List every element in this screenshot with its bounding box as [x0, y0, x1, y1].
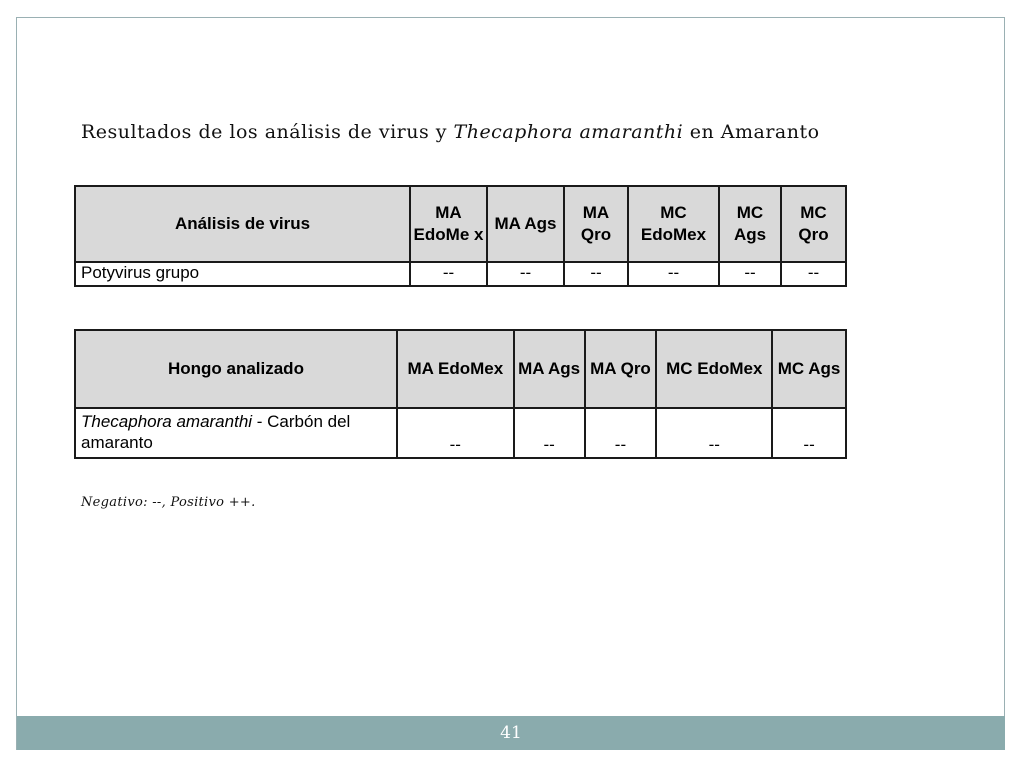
- table-cell: --: [628, 262, 719, 286]
- table-cell: --: [656, 408, 772, 458]
- fungus-analysis-table: [74, 329, 847, 459]
- table-cell: --: [397, 408, 514, 458]
- title-prefix: Resultados de los análisis de virus y: [81, 121, 454, 143]
- header-cell: MC EdoMex: [656, 330, 772, 408]
- header-cell: Hongo analizado: [75, 330, 397, 408]
- table-header-row: [75, 186, 846, 262]
- table-header-row: [75, 330, 846, 408]
- table-cell: --: [719, 262, 781, 286]
- slide-title: [81, 121, 981, 143]
- header-cell: MA Ags: [487, 186, 564, 262]
- title-suffix: en Amaranto: [683, 121, 820, 143]
- header-cell: MC Ags: [719, 186, 781, 262]
- header-cell: MC Ags: [772, 330, 846, 408]
- page-number: 41: [500, 723, 522, 743]
- row-label-rest: - Carbón del amaranto: [81, 412, 351, 452]
- legend-note: Negativo: --, Positivo ++.: [81, 495, 256, 510]
- title-species: Thecaphora amaranthi: [453, 121, 684, 143]
- table-cell: --: [514, 408, 585, 458]
- table-cell: --: [585, 408, 657, 458]
- table-cell: --: [487, 262, 564, 286]
- table-row: [75, 262, 846, 286]
- header-cell: MA Qro: [564, 186, 628, 262]
- row-label-species: Thecaphora amaranthi: [81, 412, 253, 431]
- header-cell: MC Qro: [781, 186, 846, 262]
- footer-bar: [17, 716, 1005, 750]
- table-cell: --: [781, 262, 846, 286]
- header-cell: MA EdoMex: [397, 330, 514, 408]
- header-cell: MC EdoMex: [628, 186, 719, 262]
- header-cell: MA Ags: [514, 330, 585, 408]
- header-cell: Análisis de virus: [75, 186, 410, 262]
- virus-analysis-table: [74, 185, 847, 287]
- table-cell: --: [772, 408, 846, 458]
- table-cell: --: [410, 262, 487, 286]
- row-label: [75, 408, 397, 458]
- header-cell: MA EdoMe x: [410, 186, 487, 262]
- row-label: Potyvirus grupo: [75, 262, 410, 286]
- table-cell: --: [564, 262, 628, 286]
- header-cell: MA Qro: [585, 330, 657, 408]
- table-row: [75, 408, 846, 458]
